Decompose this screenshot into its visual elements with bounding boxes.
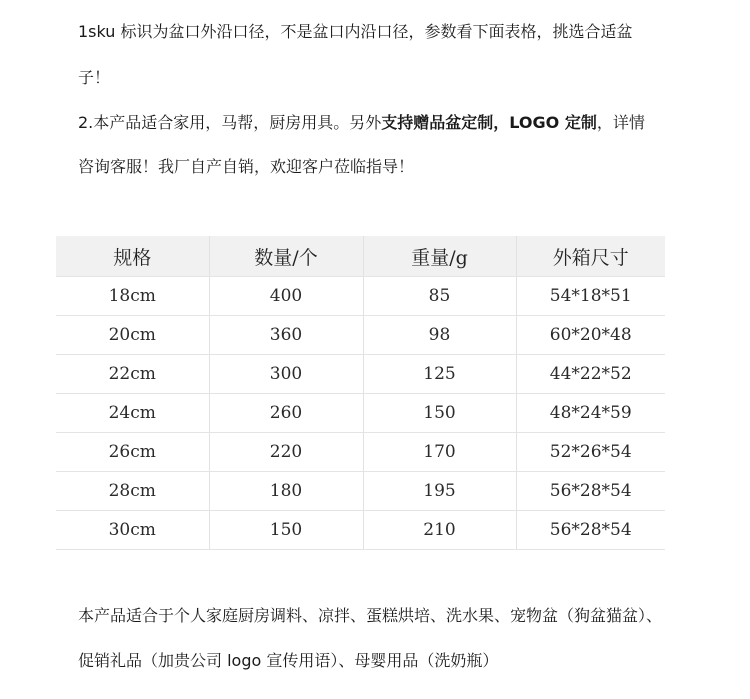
cell-carton-size: 44*22*52: [516, 355, 665, 394]
cell-spec: 28cm: [56, 472, 209, 511]
cell-quantity: 150: [209, 511, 363, 550]
cell-carton-size: 52*26*54: [516, 433, 665, 472]
table-header-row: [56, 236, 665, 277]
header-carton-size: 外箱尺寸: [516, 236, 665, 277]
cell-carton-size: 48*24*59: [516, 394, 665, 433]
cell-spec: 20cm: [56, 316, 209, 355]
cell-spec: 30cm: [56, 511, 209, 550]
table-row: [56, 472, 665, 511]
cell-quantity: 300: [209, 355, 363, 394]
cell-carton-size: 56*28*54: [516, 511, 665, 550]
cell-weight: 125: [363, 355, 516, 394]
cell-weight: 150: [363, 394, 516, 433]
cell-quantity: 260: [209, 394, 363, 433]
cell-weight: 170: [363, 433, 516, 472]
table-row: [56, 277, 665, 316]
cell-quantity: 220: [209, 433, 363, 472]
cell-quantity: 360: [209, 316, 363, 355]
footer-line-2: 促销礼品（加贵公司 logo 宣传用语）、母婴用品（洗奶瓶）: [78, 651, 499, 670]
intro-line-3-tail: ，详情: [596, 113, 645, 132]
cell-weight: 85: [363, 277, 516, 316]
cell-carton-size: 54*18*51: [516, 277, 665, 316]
intro-line-4: 咨询客服！我厂自产自销，欢迎客户莅临指导！: [78, 157, 415, 176]
intro-line-1: 1sku 标识为盆口外沿口径，不是盆口内沿口径，参数看下面表格，挑选合适盆: [78, 22, 633, 41]
cell-weight: 210: [363, 511, 516, 550]
table-row: [56, 355, 665, 394]
cell-weight: 195: [363, 472, 516, 511]
cell-quantity: 400: [209, 277, 363, 316]
table-row: [56, 433, 665, 472]
cell-carton-size: 56*28*54: [516, 472, 665, 511]
intro-line-3: [78, 113, 688, 133]
customization-highlight: 支持赠品盆定制，LOGO 定制: [381, 113, 597, 132]
table-row: [56, 394, 665, 433]
table-row: [56, 511, 665, 550]
header-spec: 规格: [56, 236, 209, 277]
intro-line-3-text: 2.本产品适合家用，马帮，厨房用具。另外: [78, 113, 382, 132]
cell-spec: 18cm: [56, 277, 209, 316]
cell-spec: 22cm: [56, 355, 209, 394]
cell-carton-size: 60*20*48: [516, 316, 665, 355]
cell-weight: 98: [363, 316, 516, 355]
cell-quantity: 180: [209, 472, 363, 511]
intro-line-2: 子！: [78, 68, 111, 87]
cell-spec: 24cm: [56, 394, 209, 433]
spec-table: [56, 236, 665, 550]
table-row: [56, 316, 665, 355]
header-weight: 重量/g: [363, 236, 516, 277]
cell-spec: 26cm: [56, 433, 209, 472]
footer-line-1: 本产品适合于个人家庭厨房调料、凉拌、蛋糕烘培、洗水果、宠物盆（狗盆猫盆）、: [78, 606, 663, 625]
header-quantity: 数量/个: [209, 236, 363, 277]
